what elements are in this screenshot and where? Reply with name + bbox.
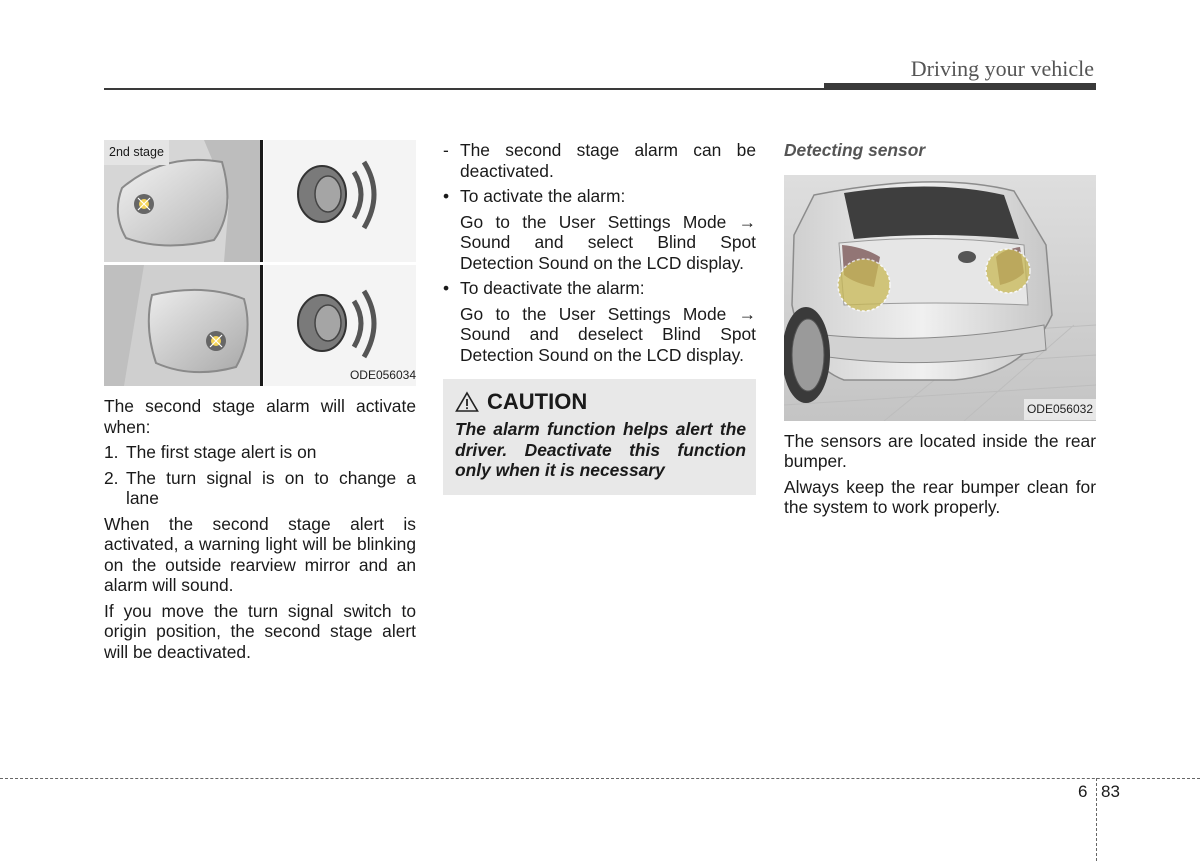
list-item <box>104 468 416 509</box>
list-text: The turn signal is on to change a lane <box>126 467 416 508</box>
figure-code: ODE056032 <box>1024 399 1096 420</box>
column-2 <box>443 140 756 495</box>
car-rear-image <box>784 175 1096 421</box>
list-item <box>443 278 756 299</box>
list-text: To activate the alarm: <box>460 186 626 206</box>
header-rule <box>104 88 824 90</box>
caution-title: CAUTION <box>487 389 588 414</box>
section-title: Driving your vehicle <box>910 56 1094 81</box>
list-text: The first stage alert is on <box>126 442 317 462</box>
chapter-number: 6 <box>1078 782 1088 801</box>
stage-label: 2nd stage <box>104 140 169 165</box>
intro-text: The second stage alarm will activate when: <box>104 396 416 437</box>
body-paragraph: Always keep the rear bumper clean for the system to work properly. <box>784 476 1096 517</box>
mirror-alert-figure <box>104 140 416 386</box>
figure-code: ODE056034 <box>349 367 416 382</box>
list-text: To deactivate the alarm: <box>460 278 645 298</box>
subheading: Detecting sensor <box>784 140 926 160</box>
footer-rule <box>0 778 1200 779</box>
list-number: 1. <box>104 442 119 462</box>
caution-text: The alarm function helps alert the driver. Deactivate this function only when it is necessary <box>455 419 746 480</box>
column-3 <box>784 140 1096 523</box>
column-1 <box>104 140 416 667</box>
body-paragraph: The sensors are located inside the rear bumper. <box>784 430 1096 471</box>
dash-marker: - <box>443 140 449 160</box>
list-item <box>104 442 416 463</box>
page-number: 83 <box>1101 782 1120 801</box>
bullet-marker: • <box>443 186 450 206</box>
body-paragraph: Go to the User Settings Mode → Sound and select Blind Spot Detection Sound on the LCD display. <box>460 211 756 273</box>
list-item <box>443 186 756 207</box>
body-paragraph: When the second stage alert is activated, a warning light will be blinking on the outside rearview mirror and an alarm will sound. <box>104 513 416 595</box>
car-rear-figure <box>784 175 1096 421</box>
caution-heading <box>455 389 746 415</box>
mirror-image-bottom <box>104 265 260 386</box>
caution-box <box>443 379 756 495</box>
list-text: The second stage alarm can be deactivated. <box>460 140 756 181</box>
list-number: 2. <box>104 467 119 488</box>
list-item <box>443 140 756 181</box>
warning-triangle-icon <box>455 391 479 413</box>
header-rule-thick <box>824 83 1096 90</box>
footer-divider <box>1096 778 1097 861</box>
body-paragraph: Go to the User Settings Mode → Sound and deselect Blind Spot Detection Sound on the LCD display. <box>460 303 756 365</box>
bullet-marker: • <box>443 278 450 298</box>
body-paragraph: If you move the turn signal switch to origin position, the second stage alert will be deactivated. <box>104 600 416 662</box>
speaker-image-top <box>264 140 416 262</box>
